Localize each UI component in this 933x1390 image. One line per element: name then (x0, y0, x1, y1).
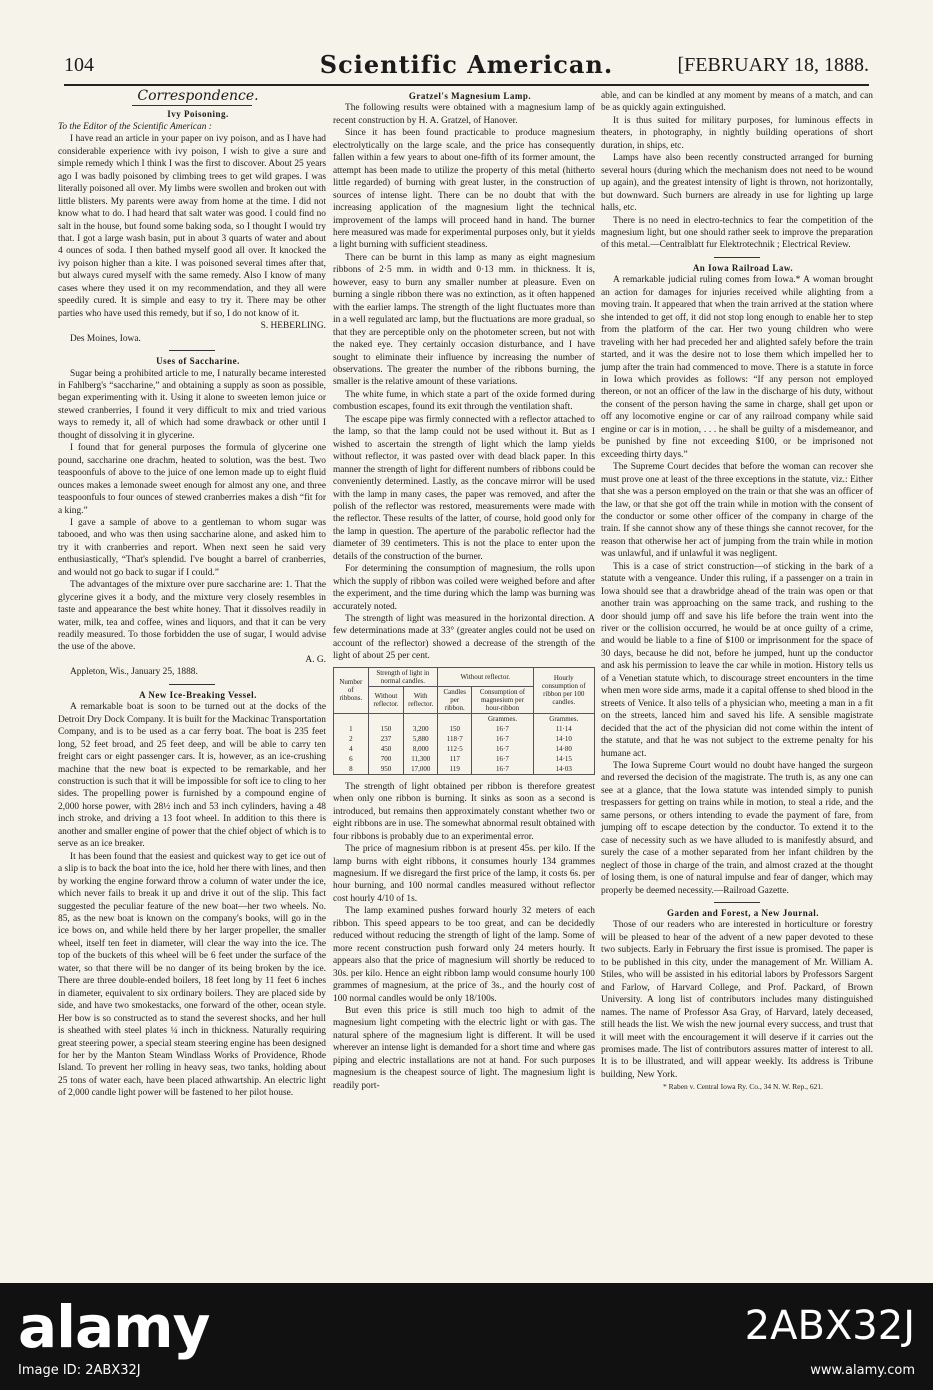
table-unit: Grammes. (533, 713, 594, 724)
table-row: 2 237 5,880 118·7 16·7 14·10 (334, 734, 595, 744)
table-header: Number of ribbons. (334, 667, 369, 713)
results-table (333, 667, 595, 775)
table-header: With reflector. (404, 686, 438, 713)
signature: A. G. (305, 654, 326, 665)
paragraph: It is thus suited for military purposes, for luminous effects in theaters, in photography, in nightly building operations of short duration, in ships, etc. (601, 115, 873, 151)
section-title: Correspondence. (137, 88, 259, 104)
paragraph: A remarkable judicial ruling comes from Iowa.* A woman brought an action for damages for injuries received while alighting from a moving train. It appeared that when the train arrived at the station where she intended to get off, it did not stop long enough to enable her to step from the platform of the car. Her two young children who were traveling with her had preceded her and alighted safely before the train started, and it was the desire not to lose them which impelled her to jump after the train had commenced to move. There is a statute in force in Iowa which provides as follows: “If any person not employed thereon, or not an officer of the law in the discharge of his duty, without the consent of the person having the same in charge, shall get upon or off any locomotive engine or car of any railroad company while said engine or car is in motion, . . . he shall be guilty of a misdemeanor, and be punished by fine not exceeding $100, or be imprisoned not exceeding thirty days.” (601, 275, 873, 460)
table-header: Hourly consumption of ribbon per 100 candles. (533, 667, 594, 713)
watermark-banner (0, 1283, 933, 1390)
page-header (64, 52, 869, 86)
paragraph: The Iowa Supreme Court would no doubt have hanged the surgeon and reversed the decision of the magistrate. The truth is, as any one can see at a glance, that the Iowa statute was intended simply to punish trespassers for getting on trains while in motion, to steal a ride, and the same persons, or others intending to evade the payment of fare, from jumping off to escape detection by the conductor. To extend it to the case of necessity such as we have alluded to is manifestly absurd, and surely the case of a mother separated from her infant children by the neglect of those in charge of the train, and almost crazed at the thought of losing them, is one of natural impulse and fear of danger, which may properly be deemed necessity.—Railroad Gazette. (601, 761, 873, 896)
footnote: * Raben v. Central Iowa Ry. Co., 34 N. W. Rep., 621. (663, 1082, 823, 1092)
column-middle (333, 90, 595, 1092)
divider (132, 105, 252, 106)
paragraph: This is a case of strict construction—of sticking in the bark of a statute with a vengeance. Under this ruling, if a passenger on a train in Iowa should see that a drawbridge ahead of the train was open or that another train was approaching on the same track, and rushing to the door should jump off and save his life before the train went into the river or the collision occurred, he would be at once guilty of a crime, and would be liable to a fine of $100 or imprisonment for the space of 30 days, because he did not, before he jumped, hunt up the conductor and ask his permission to leave the car while in motion. History tells us of a Venetian statute which, to discourage street encounters in the time when men wore side arms, made it a capital offense to shed blood in the streets of Venice. It also tells of a physician who, meeting a man in a fit on the streets, lanced him and saved his life. A sensible magistrate decided that the act of the physician did not come within the intent of the statute, and that he was not subject to the extreme penalty for his humane act. (601, 561, 873, 759)
signature: S. HEBERLING. (260, 321, 326, 332)
article-title: A New Ice-Breaking Vessel. (139, 689, 257, 700)
article-title: Uses of Saccharine. (156, 356, 240, 367)
paragraph: The lamp examined pushes forward hourly 32 meters of each ribbon. This speed appears to be too great, and can be decidedly reduced without reducing the strength of light of the lamp. Some of more recent construction push forward only 24 meters hourly. It appears also that the price of magnesium will shortly be reduced to 30s. per kilo. Hence an eight ribbon lamp would consume hourly 100 grammes of magnesium, at the price of 3s., and the hourly cost of 100 normal candles would be only 18/100s. (333, 906, 595, 1004)
table-header: Consumption of magnesium per hour-ribbon (472, 686, 533, 713)
paragraph: I found that for general purposes the formula of glycerine one pound, saccharine one drachm, heated to solution, was the best. Two teaspoonfuls of above to the juice of one lemon made up to eight fluid ounces makes a lemonade sweet enough for almost any one, and three teaspoonfuls to four ounces of stewed cranberries makes a dish “fit for a king.” (58, 443, 326, 516)
article-title: An Iowa Railroad Law. (692, 262, 794, 273)
article-title: Garden and Forest, a New Journal. (666, 908, 820, 918)
table-header: Without reflector. (438, 667, 533, 686)
paragraph: There can be burnt in this lamp as many as eight magnesium ribbons of 2·5 mm. in width and 0·13 mm. in thickness. It is, however, easy to burn any smaller number at pleasure. Even on burning a single ribbon there was no extinction, as it often happened with the earlier lamps. The strength of the light fluctuates more than in a well regulated arc lamp, but the fluctuations are more gradual, so that they are perceptible only on the photometer screen, but not with the naked eye. They certainly occasion disturbance, and I have sought to eliminate their influence by increasing the number of observations. The greater the number of the ribbons burning, the smaller is the relative amount of these variations. (333, 252, 595, 388)
paragraph: The Supreme Court decides that before the woman can recover she must prove one at least of the three exceptions in the statute, viz.: Either that she was a person employed on the train or that she was an officer of the law, or that she got off the train while in motion with the consent of the conductor or some other officer of the company in charge of the train. If she cannot show any of these things she cannot recover, for the reason that otherwise her act of jumping from the train while in motion was unlawful, and if unlawful it was negligent. (601, 462, 873, 560)
paragraph: There is no need in electro-technics to fear the competition of the magnesium light, but one should rather seek to improve the preparation of this metal.—Centralblatt fur Elektrotechnik ; Electrical Review. (601, 215, 873, 251)
column-right (601, 90, 873, 1094)
salutation: To the Editor of the Scientific American : (58, 121, 212, 132)
paragraph: The advantages of the mixture over pure saccharine are: 1. That the glycerine gives it a body, and the mixture very closely resembles in taste and appearance the best white honey. That it dissolves readily in water, milk, tea and coffee, wines and liquors, and that it can be very readily measured. To those forbidden the use of sugar, I would advise the use of the above. (58, 580, 326, 653)
article-title: Ivy Poisoning. (167, 109, 229, 120)
alamy-logo: alamy (18, 1293, 210, 1361)
table-row: 1 150 3,200 150 16·7 11·14 (334, 724, 595, 734)
table-unit: Grammes. (472, 713, 533, 724)
paragraph: But even this price is still much too high to admit of the magnesium light competing with the electric light or with gas. The natural sphere of the magnesium light is different. It will be used wherever an intense light is demanded for a short time and where gas piping and electric installations are not at hand. For such purposes magnesium is the cheapest source of light. The magnesium light is readily port- (333, 1006, 595, 1091)
table-header: Without reflector. (368, 686, 404, 713)
masthead: Scientific American. (319, 50, 614, 79)
paragraph: For determining the consumption of magnesium, the rolls upon which the supply of ribbon was coiled were weighed before and after the experiment, and the time during which the lamp was burning was accurately noted. (333, 564, 595, 612)
paragraph: The strength of light was measured in the horizontal direction. A few determinations made at 33° (greater angles could not be used on account of the reflector) showed a decrease of the strength of the light of about 25 per cent. (333, 614, 595, 662)
paragraph: The white fume, in which state a part of the oxide formed during combustion escapes, found its exit through the ventilation shaft. (333, 389, 595, 413)
issue-date: [FEBRUARY 18, 1888. (677, 54, 869, 76)
image-id-label: Image ID: 2ABX32J (18, 1363, 141, 1378)
divider (58, 346, 326, 354)
divider (601, 253, 873, 261)
site-url: www.alamy.com (810, 1363, 915, 1378)
table-header: Candles per ribbon. (438, 686, 472, 713)
paragraph: The strength of light obtained per ribbon is therefore greatest when only one ribbon is burning. It sinks as soon as a second is introduced, but remains then approximately constant whether two or eight ribbons are in use. The somewhat abnormal result obtained with four ribbons is probably due to an experimental error. (333, 781, 595, 842)
table-row: 4 450 8,000 112·5 16·7 14·80 (334, 744, 595, 754)
paragraph: Lamps have also been recently constructed arranged for burning several hours (during which the mechanism does not need to be wound up again), and the greatest intensity of light is thrown, not horizontally, but downward. Such burners are already in use for lighting up large halls, etc. (601, 153, 873, 214)
paragraph: Since it has been found practicable to produce magnesium electrolytically on the large scale, and the price has consequently fallen within a few years to about one-fifth of its former amount, the attempt has been made to utilize the property of this metal (hitherto little regarded) of burning with great luster, in the construction of sources of intense light. There can be no doubt that with the increasing application of the magnesium light the technical improvement of the lamps will proceed hand in hand. The burner here measured was made for experimental purposes only, but it yields a light burning with sufficient steadiness. (333, 128, 595, 251)
paragraph: A remarkable boat is soon to be turned out at the docks of the Detroit Dry Dock Company. It is built for the Mackinac Transportation Company, and is to be used as a car ferry boat. The boat is 235 feet long, 52 feet broad, and 25 feet deep, and will be able to carry ten freight cars or eight passenger cars. It is, however, as an ice-crushing machine that the new boat is expected to be remarkable, and her construction is such that it will be impossible for soft ice to cling to her sides. The propelling power is furnished by a compound engine of 2,000 horse power, with 28½ inch and 53 inch cylinders, having a 48 inch stroke, and driving a 13 foot wheel. In addition to this there is another and smaller engine of power that the chief object of which is to serve as an ice breaker. (58, 702, 326, 850)
divider (601, 898, 873, 906)
table-row: 6 700 11,300 117 16·7 14·15 (334, 754, 595, 764)
paragraph: It has been found that the easiest and quickest way to get ice out of a slip is to back the boat into the ice, hold her there with lines, and then by working the engine forward throw a column of water under the ice, which never fails to break it up and drive it out of the slip. This fact suggested the peculiar feature of the new boat—her two wheels. No. 85, as the new boat is known on the company's books, will go in the ice bows on, and while held there by her larger propeller, the smaller wheel, itself ten feet in diameter, will clear the way into the ice. The top of the buckets of this wheel will be 6 feet under the surface of the water, so that there will be no danger of its being broken by the ice. There are three double-ended boilers, 18 feet long by 11 feet 6 inches in diameter, equivalent to six ordinary boilers. They are placed side by side, and have two smokestacks, one forward of the other, ocean style. Her bow is so constructed as to stand the severest shocks, and her hull is sheathed with steel plates ¼ inch in thickness. Naturally requiring great steering power, a special steam steering engine has been designed for her by the Manton Steam Windlass Works of Providence, Rhode Island. To prevent her rolling in heavy seas, two tanks, holding about 25 tons of water each, have been placed athwartship. An electric light of 2,000 candle light power will be fastened to her pilot house. (58, 851, 326, 1099)
paragraph: The escape pipe was firmly connected with a reflector attached to the lamp, so that the lamp could not be used without it. But as I wished to ascertain the strength of light which the lamp yields without reflector, it was pasted over with dead black paper. In this manner the strength of light for different numbers of ribbons could be conveniently determined. Lastly, as the concave mirror will be used with the lamp in many cases, the paper was removed, and after the polish of the reflector was restored, measurements were made with the reflector. These results of the latter, of course, hold good only for the lamp in question. The aperture of the parabolic reflector had the diameter of 39 centimeters. This is not the place to enter upon the details of the construction of the burner. (333, 414, 595, 562)
paragraph: Sugar being a prohibited article to me, I naturally became interested in Fahlberg's “saccharine,” and obtaining a supply as soon as possible, began experimenting with it. Using it alone to sweeten lemon juice or stewed cranberries, I found it very difficult to mix and tried various ways to remedy it, all of which had some drawback or other until I thought of dissolving it in glycerine. (58, 368, 326, 441)
paragraph: I have read an article in your paper on ivy poison, and as I have had considerable experience with ivy poison, I wish to give a sure and simple remedy which I think I was the first to discover. About 25 years ago I was badly poisoned by climbing trees to get wild grapes. I was literally poisoned all over. My limbs were swollen and broken out with little blisters. My parents were away from home at the time. I did not know what to do. I had heard that salt water was good. I could find no salt in the house, but found some baking soda, so I thought I would try that. I got a large wash basin, put in about 3 quarts of water and about 4 ounces of soda. I then bathed myself good all over. It knocked the ivy poison higher than a kite. I was poisoned several times after that, but always cured myself with the same remedy. Also I know of many cases where they used it on my recommendation, and they all were speedily cured. It is simple and easy to try it. There may be other parties who have used this remedy, but if so, I do not know of it. (58, 134, 326, 319)
paragraph: The price of magnesium ribbon is at present 45s. per kilo. If the lamp burns with eight ribbons, it consumes hourly 134 grammes magnesium. If we disregard the first price of the lamp, it costs 6s. per hour burning, and 100 normal candles measured without reflector cost hourly 4/10 of 1s. (333, 844, 595, 904)
divider (58, 680, 326, 688)
dateline: Des Moines, Iowa. (70, 333, 141, 344)
table-header: Strength of light in normal candles. (368, 667, 437, 686)
paragraph: Those of our readers who are interested in horticulture or forestry will be pleased to hear of the advent of a new paper devoted to these two subjects. Early in February the first issue is promised. The paper is to be published in this city, under the management of Mr. William A. Stiles, who will be assisted in his editorial labors by Professors Sargent and Farlow, of Harvard College, and Prof. Packard, of Brown University. A long list of contributors includes many distinguished names. The name of Professor Asa Gray, of Harvard, lately deceased, still heads the list. We wish the new journal every success, and trust that it will meet with the encouragement it will deserve if it carries out the promises made. The list of contributors assures matter of interest to all. It is to be illustrated, and will appear weekly. Its address is Tribune building, New York. (601, 920, 873, 1080)
dateline: Appleton, Wis., January 25, 1888. (70, 667, 198, 678)
paragraph: The following results were obtained with a magnesium lamp of recent construction by H. A. Gratzel, of Hanover. (333, 103, 595, 126)
table-row: 8 950 17,000 119 16·7 14·03 (334, 764, 595, 775)
header-rule (64, 84, 869, 86)
article-title: Gratzel's Magnesium Lamp. (408, 91, 532, 101)
column-left (58, 90, 326, 1100)
paragraph: able, and can be kindled at any moment by means of a match, and can be as quickly again extinguished. (601, 91, 873, 114)
page-number: 104 (64, 54, 94, 76)
image-code: 2ABX32J (744, 1303, 915, 1349)
paragraph: I gave a sample of above to a gentleman to whom sugar was tabooed, and who was then using saccharine alone, and asked him to try it with cranberries and report. When next seen he said very enthusiastically, “That's splendid. I've bought a barrel of cranberries, and would not go back to sugar if I could.” (58, 517, 326, 578)
